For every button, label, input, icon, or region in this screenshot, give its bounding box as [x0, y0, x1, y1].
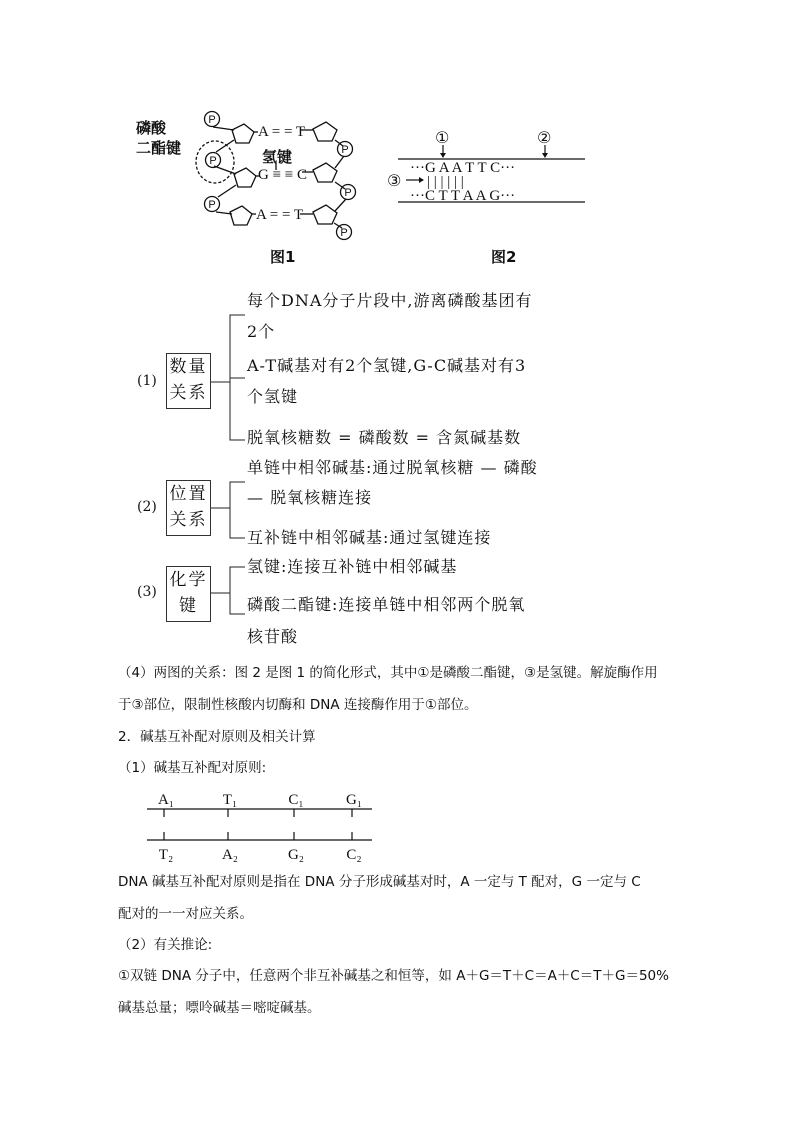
pairing-text-line2: 配对的一一对应关系。 — [118, 906, 253, 922]
base-pair-3: A = = T — [256, 207, 304, 223]
phosphate-label: P — [344, 187, 352, 199]
figure1-caption: 图1 — [270, 248, 296, 266]
section1-box — [166, 353, 211, 409]
heading-2: 2．碱基互补配对原则及相关计算 — [118, 729, 316, 745]
strand1-base-2: T₁ — [222, 792, 238, 808]
section1-number: (1) — [137, 373, 157, 389]
label-phosphodiester-1: 磷酸 — [136, 119, 167, 137]
hydrogen-bond-bars: | | | | | | — [427, 174, 464, 190]
label-hydrogen-bond: 氢键 — [262, 148, 293, 166]
section3-box-line1: 化学 — [169, 570, 208, 590]
top-strand-sequence: ···G A A T T C··· — [410, 160, 516, 176]
bottom-strand-sequence: ···C T T A A G··· — [410, 188, 516, 204]
section1-box-line2: 关系 — [169, 383, 208, 403]
base-pairing-diagram — [140, 785, 380, 865]
strand2-base-2: A₂ — [221, 847, 239, 863]
inference-line1: ①双链 DNA 分子中，任意两个非互补碱基之和恒等，如 A＋G＝T＋C＝A＋C＝T＋G＝50% — [118, 968, 669, 984]
section3-item2-line1: 磷酸二酯键:连接单链中相邻两个脱氧 — [247, 595, 526, 614]
section2-item1-line2: — 脱氧核糖连接 — [247, 488, 373, 507]
phosphate-label: P — [340, 227, 348, 239]
phosphate-label: P — [208, 114, 216, 126]
phosphate-label: P — [341, 144, 349, 156]
section3-item2-line2: 核苷酸 — [247, 627, 299, 646]
label-phosphodiester-2: 二酯键 — [136, 139, 182, 157]
phosphate-label: P — [209, 155, 217, 167]
strand2-base-4: C₂ — [346, 847, 362, 863]
subheading-2: （2）有关推论: — [118, 937, 213, 953]
section2-item2: 互补链中相邻碱基:通过氢键连接 — [247, 528, 492, 547]
section2-box-line2: 关系 — [169, 510, 208, 530]
marker-2: ② — [537, 128, 552, 147]
pairing-text-line1: DNA 碱基互补配对原则是指在 DNA 分子形成碱基对时，A 一定与 T 配对，G 一定与 C — [118, 874, 641, 890]
base-pair-1: A = = T — [258, 124, 306, 140]
paragraph-4-line1: （4）两图的关系：图 2 是图 1 的简化形式，其中①是磷酸二酯键，③是氢键。解旋酶作用 — [118, 665, 658, 681]
section3-box — [166, 566, 211, 622]
section3-box-line2: 键 — [179, 596, 198, 616]
section3-item1: 氢键:连接互补链中相邻碱基 — [247, 557, 458, 576]
section2-box-line1: 位置 — [169, 484, 208, 504]
strand1-base-4: G₁ — [345, 792, 363, 808]
section1-box-line1: 数量 — [169, 357, 208, 377]
base-pair-2: G ≡ ≡ C — [258, 167, 308, 183]
section1-item3: 脱氧核糖数 = 磷酸数 = 含氮碱基数 — [247, 428, 522, 447]
inference-line2: 碱基总量；嘌呤碱基＝嘧啶碱基。 — [118, 1000, 321, 1016]
section2-number: (2) — [137, 499, 157, 515]
section3-number: (3) — [137, 584, 157, 600]
section2-box — [166, 480, 211, 536]
marker-1: ① — [435, 128, 450, 147]
figure2-caption: 图2 — [491, 248, 517, 266]
strand2-base-3: G₂ — [287, 847, 305, 863]
section1-item1-line1: 每个DNA分子片段中,游离磷酸基团有 — [247, 291, 533, 310]
section1-item2-line2: 个氢键 — [247, 387, 299, 406]
section1-item2-line1: A-T碱基对有2个氢键,G-C碱基对有3 — [247, 356, 527, 375]
strand1-base-3: C₁ — [288, 792, 304, 808]
subheading-1: （1）碱基互补配对原则: — [118, 760, 267, 776]
paragraph-4-line2: 于③部位，限制性核酸内切酶和 DNA 连接酶作用于①部位。 — [118, 697, 478, 713]
strand2-base-1: T₂ — [158, 847, 174, 863]
section1-item1-line2: 2个 — [247, 322, 276, 341]
marker-3: ③ — [387, 171, 402, 190]
strand1-base-1: A₁ — [157, 792, 175, 808]
section2-item1-line1: 单链中相邻碱基:通过脱氧核糖 — 磷酸 — [247, 458, 538, 477]
phosphate-label: P — [208, 199, 216, 211]
